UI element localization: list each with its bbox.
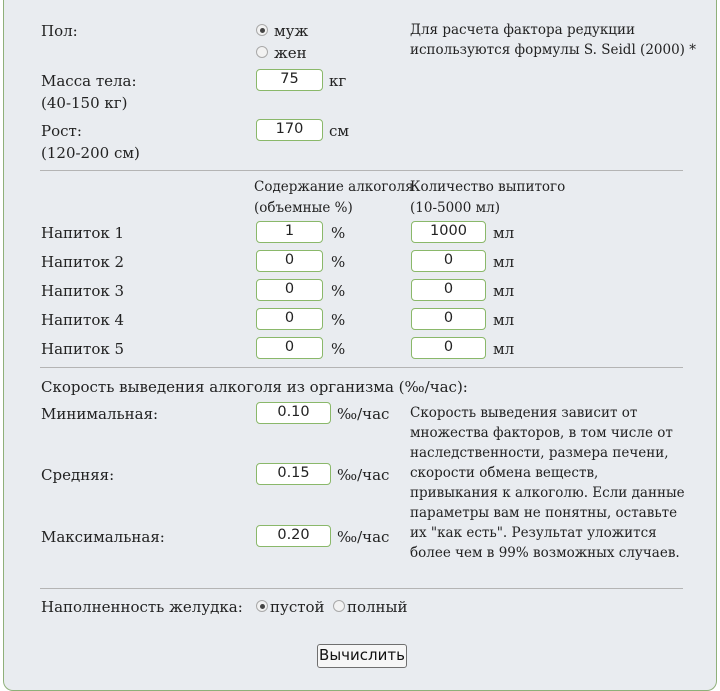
weight-unit: кг bbox=[329, 72, 347, 90]
drink-amount-input[interactable]: 0 bbox=[411, 337, 486, 359]
percent-unit: % bbox=[331, 282, 346, 300]
divider bbox=[40, 367, 683, 368]
sex-label: Пол: bbox=[41, 22, 78, 40]
drink-alcohol-input[interactable]: 1 bbox=[256, 221, 323, 243]
formula-note: Для расчета фактора редукции используются формулы S. Seidl (2000) * bbox=[410, 22, 696, 58]
amount-column-subheader: (10-5000 мл) bbox=[410, 200, 500, 216]
drink-amount-input[interactable]: 0 bbox=[411, 308, 486, 330]
calculate-button[interactable]: Вычислить bbox=[317, 644, 407, 668]
elimination-avg-input[interactable]: 0.15 bbox=[256, 463, 331, 485]
sex-female-radio[interactable] bbox=[256, 46, 268, 58]
ml-unit: мл bbox=[493, 340, 515, 358]
elimination-max-input[interactable]: 0.20 bbox=[256, 525, 331, 547]
sex-female-label[interactable]: жен bbox=[274, 44, 307, 62]
elimination-unit: ‰/час bbox=[337, 528, 390, 546]
stomach-label: Наполненность желудка: bbox=[41, 598, 243, 616]
ml-unit: мл bbox=[493, 224, 515, 242]
drink-amount-input[interactable]: 0 bbox=[411, 250, 486, 272]
elimination-unit: ‰/час bbox=[337, 466, 390, 484]
drink-alcohol-input[interactable]: 0 bbox=[256, 250, 323, 272]
amount-column-header: Количество выпитого bbox=[410, 179, 566, 195]
drink-label: Напиток 3 bbox=[41, 282, 125, 300]
ml-unit: мл bbox=[493, 253, 515, 271]
elimination-avg-label: Средняя: bbox=[41, 466, 115, 484]
drink-alcohol-input[interactable]: 0 bbox=[256, 337, 323, 359]
drink-amount-input[interactable]: 1000 bbox=[411, 221, 486, 243]
divider bbox=[40, 170, 683, 171]
sex-male-radio[interactable] bbox=[256, 24, 268, 36]
elimination-min-label: Минимальная: bbox=[41, 405, 159, 423]
divider bbox=[40, 588, 683, 589]
weight-input[interactable]: 75 bbox=[256, 69, 323, 91]
alcohol-column-subheader: (объемные %) bbox=[254, 200, 353, 216]
percent-unit: % bbox=[331, 311, 346, 329]
sex-male-label[interactable]: муж bbox=[274, 22, 309, 40]
drink-label: Напиток 2 bbox=[41, 253, 125, 271]
height-unit: см bbox=[329, 122, 350, 140]
height-input[interactable]: 170 bbox=[256, 119, 323, 141]
elimination-note: Скорость выведения зависит от множества факторов, в том числе от наследственности, размера печени, скорости обмена веществ, привыкания к алкоголю. Если данные параметры вам не понятны, оставьте их "как есть". Результат уложится более чем в 99% возможных случаев. bbox=[410, 405, 685, 561]
stomach-full-label[interactable]: полный bbox=[347, 598, 408, 616]
percent-unit: % bbox=[331, 253, 346, 271]
elimination-max-label: Максимальная: bbox=[41, 528, 165, 546]
stomach-empty-label[interactable]: пустой bbox=[270, 598, 325, 616]
drink-label: Напиток 4 bbox=[41, 311, 125, 329]
stomach-empty-radio[interactable] bbox=[256, 600, 268, 612]
drink-label: Напиток 1 bbox=[41, 224, 125, 242]
percent-unit: % bbox=[331, 224, 346, 242]
elimination-min-input[interactable]: 0.10 bbox=[256, 402, 331, 424]
ml-unit: мл bbox=[493, 282, 515, 300]
ml-unit: мл bbox=[493, 311, 515, 329]
percent-unit: % bbox=[331, 340, 346, 358]
weight-range: (40-150 кг) bbox=[41, 94, 128, 112]
height-range: (120-200 см) bbox=[41, 144, 140, 162]
elimination-unit: ‰/час bbox=[337, 405, 390, 423]
alcohol-column-header: Содержание алкоголя bbox=[254, 179, 414, 195]
elimination-title: Скорость выведения алкоголя из организма (‰/час): bbox=[41, 378, 468, 396]
height-label: Рост: bbox=[41, 122, 82, 140]
drink-alcohol-input[interactable]: 0 bbox=[256, 279, 323, 301]
drink-amount-input[interactable]: 0 bbox=[411, 279, 486, 301]
weight-label: Масса тела: bbox=[41, 72, 137, 90]
drink-alcohol-input[interactable]: 0 bbox=[256, 308, 323, 330]
drink-label: Напиток 5 bbox=[41, 340, 125, 358]
stomach-full-radio[interactable] bbox=[333, 600, 345, 612]
